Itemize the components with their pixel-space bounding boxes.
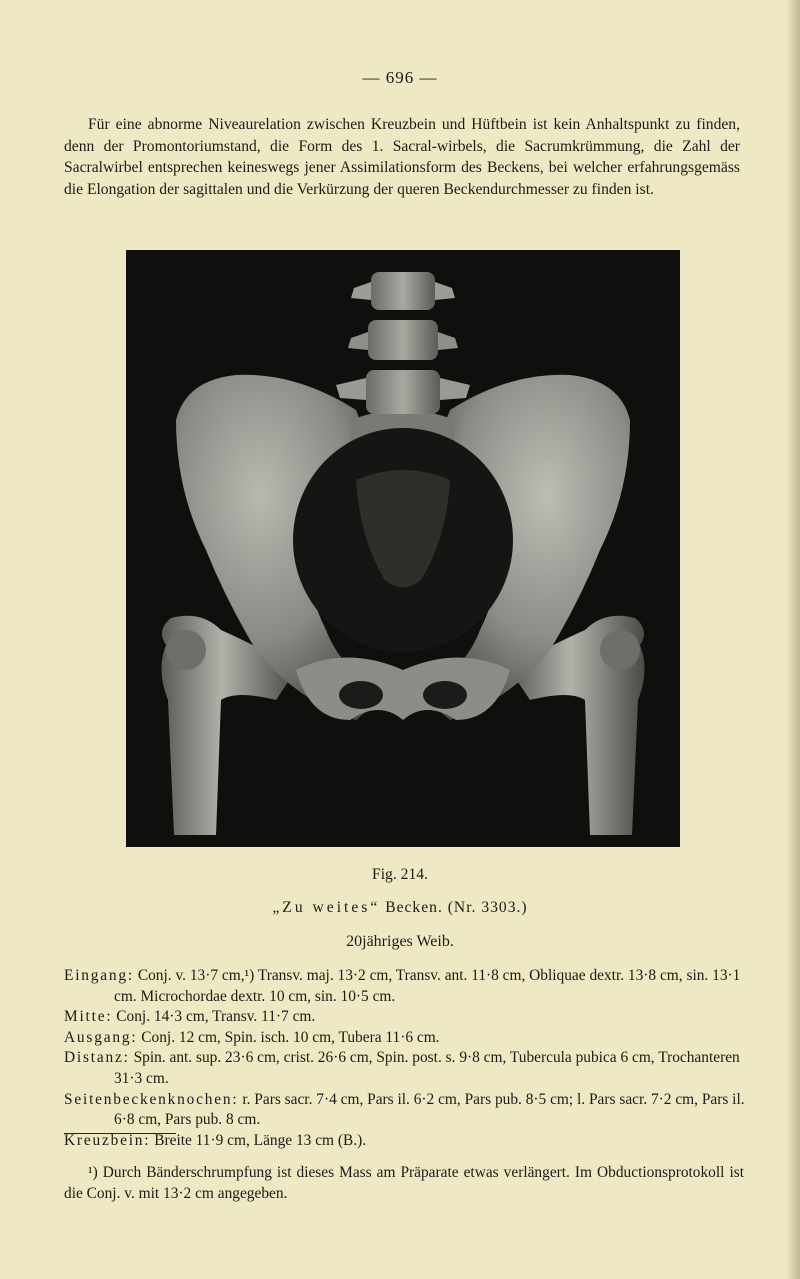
measurement-heading: Mitte:: [64, 1008, 113, 1026]
figure-title-quote: „Zu weites“: [272, 899, 381, 916]
footnote: ¹) Durch Bänderschrumpfung ist dieses Mass am Präparate etwas verlängert. Im Obductionsprotokoll ist die Conj. v. mit 13·2 cm angegeben.: [64, 1164, 744, 1202]
page-number: — 696 —: [362, 68, 438, 87]
vertebra-3: [366, 370, 440, 414]
measurement-row: [64, 966, 754, 1007]
measurement-row: [64, 1007, 754, 1028]
measurements-block: [64, 966, 754, 1151]
measurement-heading: Eingang:: [64, 967, 134, 984]
footnote-rule: [64, 1133, 176, 1134]
vertebra-1: [371, 272, 435, 310]
measurement-row: [64, 1048, 754, 1089]
measurement-text: r. Pars sacr. 7·4 cm, Pars il. 6·2 cm, Pars pub. 8·5 cm; l. Pars sacr. 7·2 cm, Pars il. 6·8 cm, Pars pub. 8 cm.: [114, 1090, 745, 1129]
figure-title-rest: Becken. (Nr. 3303.): [385, 899, 528, 916]
figure-title: [0, 899, 800, 917]
measurement-text: Conj. 12 cm, Spin. isch. 10 cm, Tubera 11·6 cm.: [141, 1028, 440, 1046]
pelvis-photograph: [126, 250, 680, 847]
measurement-text: Conj. 14·3 cm, Transv. 11·7 cm.: [116, 1008, 316, 1026]
measurement-heading: Kreuzbein:: [64, 1131, 151, 1149]
pelvis-illustration: [126, 250, 680, 847]
measurement-text: Spin. ant. sup. 23·6 cm, crist. 26·6 cm, Spin. post. s. 9·8 cm, Tubercula pubica 6 cm, Trochanteren 31·3 cm.: [114, 1049, 740, 1087]
measurement-heading: Distanz:: [64, 1049, 130, 1067]
measurement-heading: Ausgang:: [64, 1028, 138, 1046]
intro-paragraph: Für eine abnorme Niveaurelation zwischen Kreuzbein und Hüftbein ist kein Anhaltspunkt zu finden, denn der Promontoriumstand, die Form des 1. Sacral-wirbels, die Sacrumkrümmung, die Zahl der Sacralwirbel entsprechen keineswegs jener Assimilationsform des Beckens, bei welcher erfahrungsgemäss die Elongation der sagittalen und die Verkürzung der queren Beckendurchmesser zu finden ist.: [64, 116, 740, 198]
measurement-heading: Seitenbeckenknochen:: [64, 1090, 239, 1108]
measurement-text: Conj. v. 13·7 cm,¹) Transv. maj. 13·2 cm, Transv. ant. 11·8 cm, Obliquae dextr. 13·8 cm, sin. 13·1 cm. Microchordae dextr. 10 cm, sin. 10·5 cm.: [114, 967, 741, 1005]
measurement-row: [64, 1028, 754, 1049]
vertebra-2: [368, 320, 438, 360]
page-edge-shadow: [786, 0, 800, 1279]
figure-label: Fig. 214.: [372, 866, 428, 883]
figure-subtitle: 20jähriges Weib.: [346, 933, 454, 950]
measurement-row: [64, 1090, 754, 1131]
measurement-text: Breite 11·9 cm, Länge 13 cm (B.).: [154, 1131, 367, 1149]
